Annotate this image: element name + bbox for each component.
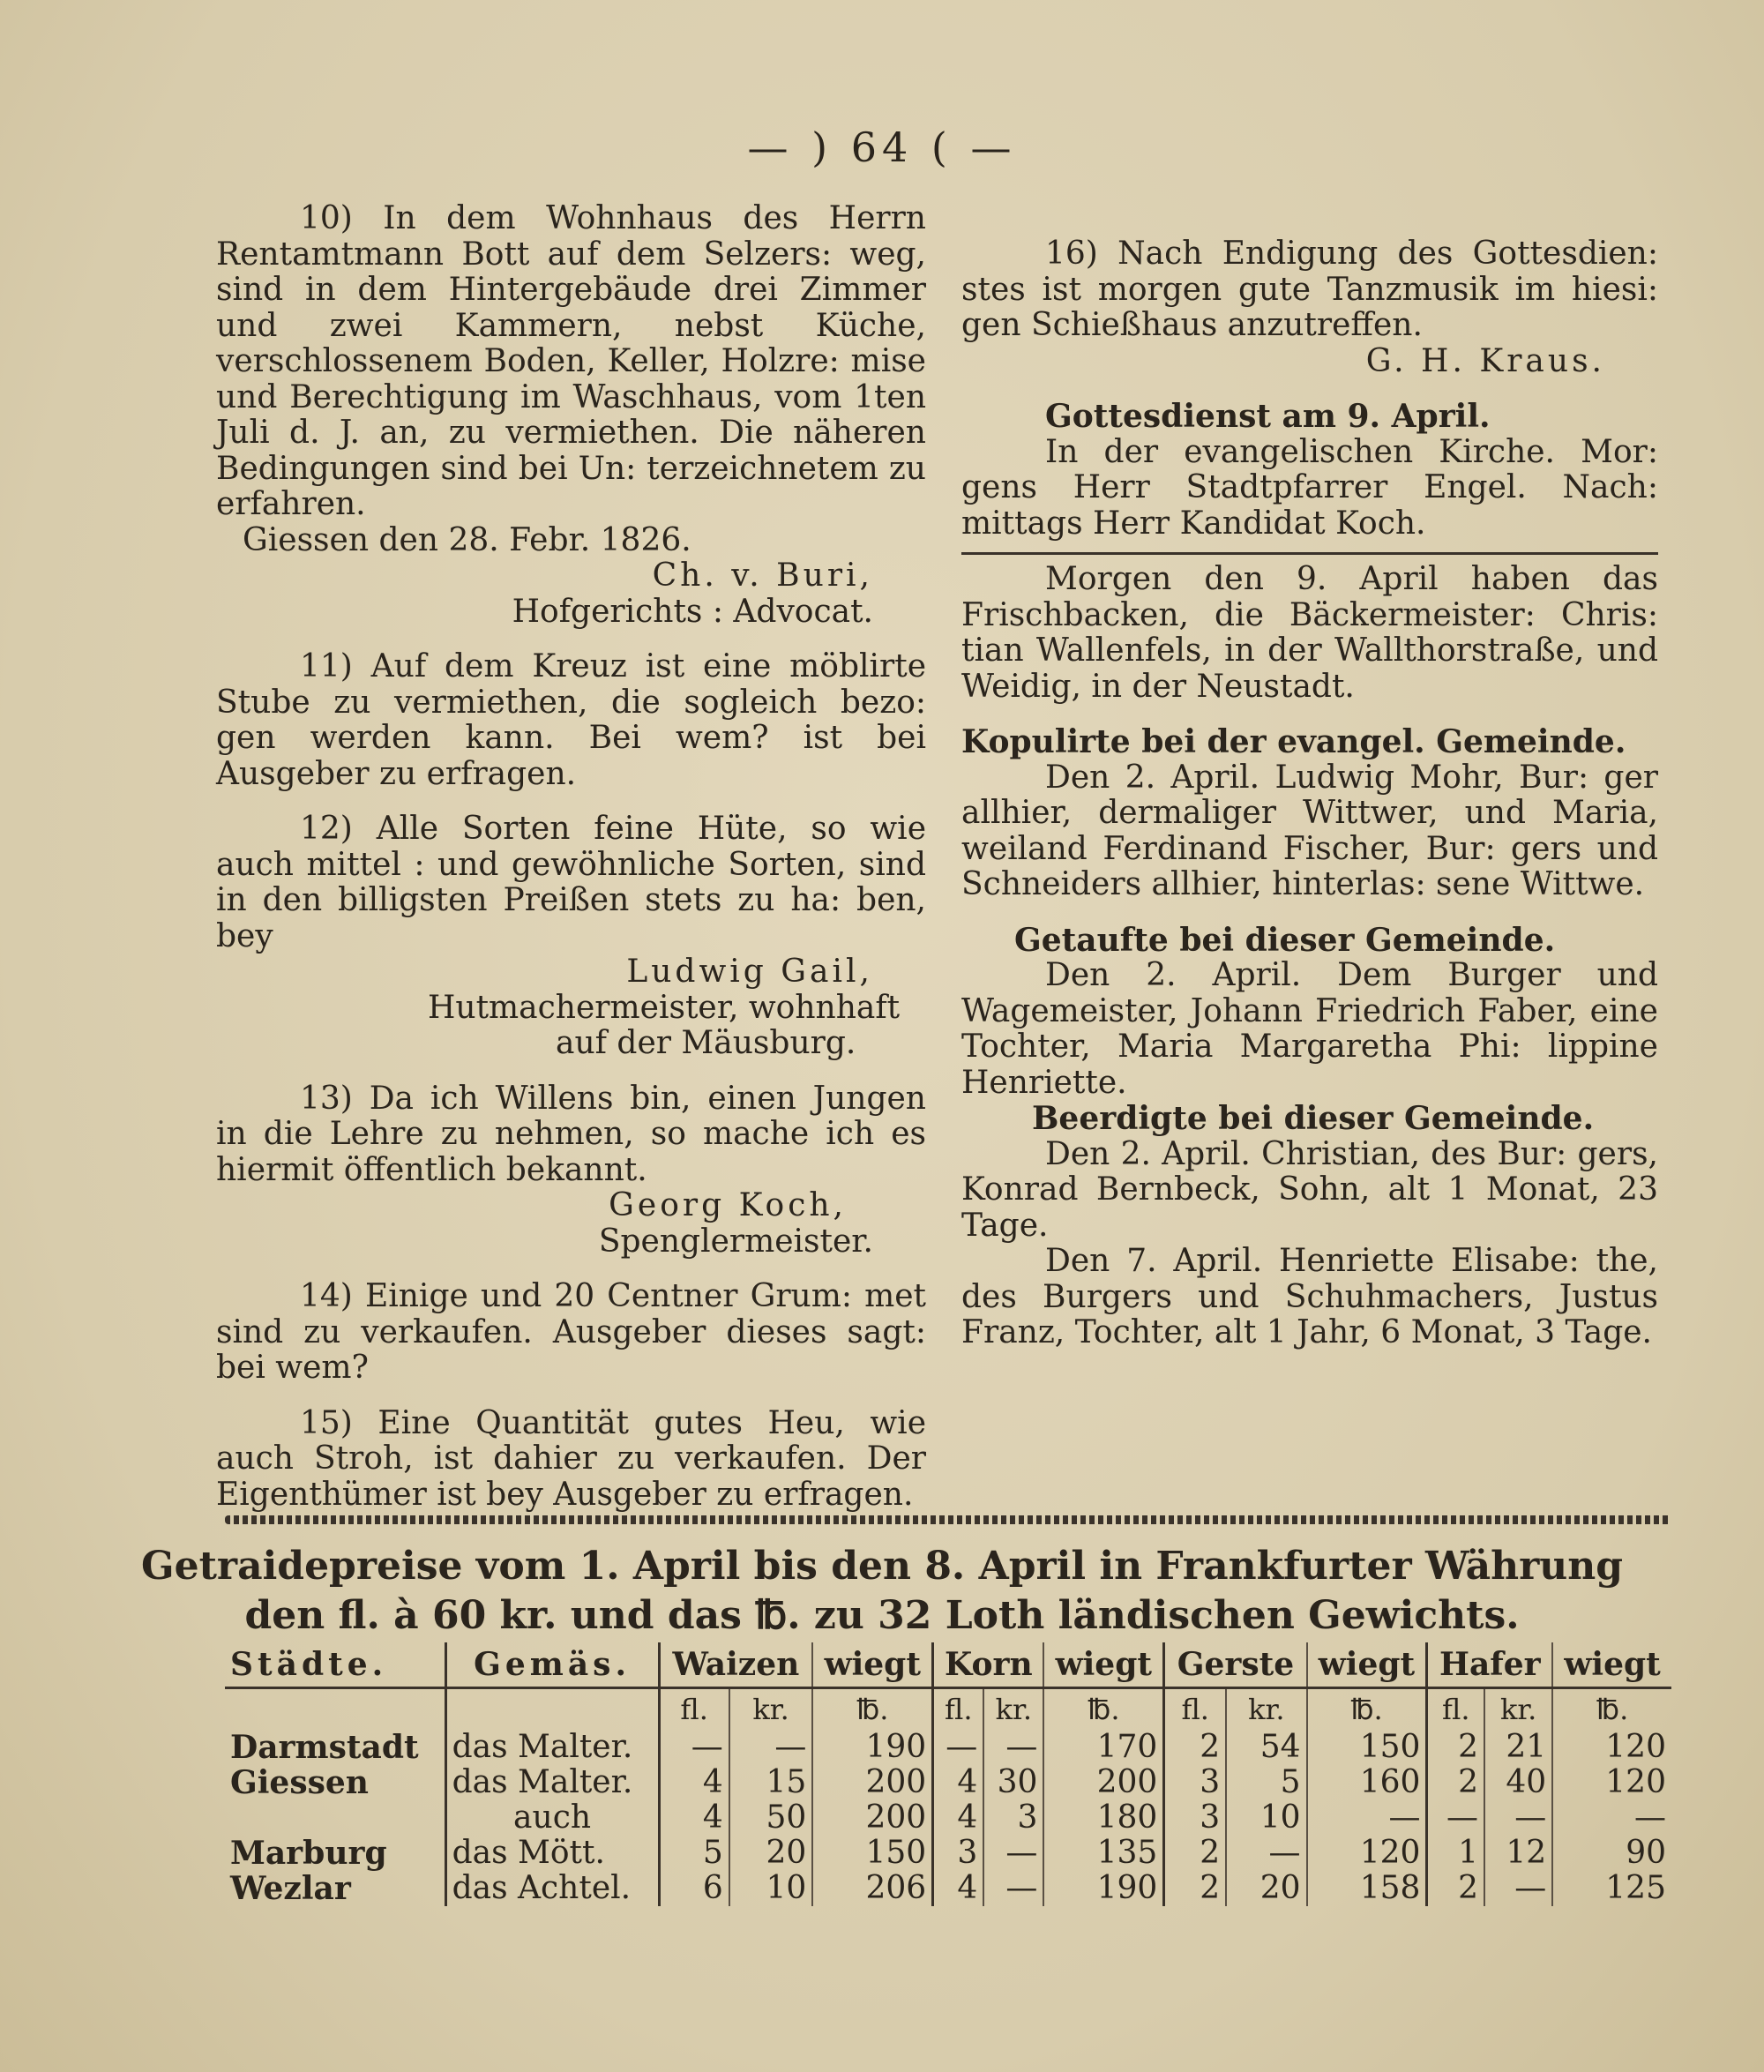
cell-city: Darmstadt	[230, 1729, 419, 1766]
cell-h-lb: 120	[1552, 1730, 1671, 1765]
cell-h-lb: 90	[1552, 1836, 1671, 1871]
ad-10-place-date: Giessen den 28. Febr. 1826.	[243, 521, 691, 558]
ad-12-text: 12) Alle Sorten feine Hüte, so wie auch mittel : und gewöhnliche Sorten, sind in den billigsten Preißen stets zu ha: ben, bey	[216, 811, 926, 954]
ad-11-text: 11) Auf dem Kreuz ist eine möblirte Stube zu vermiethen, die sogleich bezo: gen werden kann. Bei wem? ist bei Ausgeber zu erfragen.	[216, 648, 926, 792]
cell-h-lb: 120	[1552, 1765, 1671, 1800]
price-table-body	[225, 1730, 1671, 1906]
cell-g-lb: 158	[1307, 1871, 1427, 1906]
cell-k-lb: 200	[1043, 1765, 1163, 1800]
unit-fl: fl.	[659, 1688, 729, 1731]
unit-kr: kr.	[729, 1688, 813, 1731]
cell-h-fl: 2	[1427, 1871, 1484, 1906]
page-number: — ) 64 ( —	[747, 123, 1017, 171]
price-title-line-2: den fl. à 60 kr. und das ℔. zu 32 Loth ländischen Gewichts.	[244, 1593, 1520, 1638]
ad-13-signature-name: Georg Koch,	[609, 1187, 847, 1223]
service-heading: Gottesdienst am 9. April.	[1045, 398, 1491, 435]
header-corn: Korn	[933, 1642, 1044, 1688]
wavy-divider	[225, 1515, 1671, 1524]
cell-k-kr: 30	[983, 1765, 1043, 1800]
ad-16-text: 16) Nach Endigung des Gottesdien: stes ist morgen gute Tanzmusik im hiesi: gen Schießhaus anzutreffen.	[961, 236, 1658, 343]
bakers-text: Morgen den 9. April haben das Frischbacken, die Bäckermeister: Chris: tian Wallenfels, in der Wallthorstraße, und Weidig, in der Neustadt.	[961, 561, 1658, 705]
header-wheat-weight: wiegt	[812, 1642, 932, 1688]
ad-13-signature-title: Spenglermeister.	[598, 1223, 873, 1260]
cell-h-kr: —	[1484, 1800, 1552, 1836]
cell-g-kr: 20	[1226, 1871, 1306, 1906]
cell-w-lb: 200	[812, 1765, 932, 1800]
cell-h-fl: 2	[1427, 1765, 1484, 1800]
grain-price-table	[225, 1642, 1671, 1906]
cell-w-kr: —	[729, 1730, 813, 1765]
header-barley-weight: wiegt	[1307, 1642, 1427, 1688]
cell-w-kr: 15	[729, 1765, 813, 1800]
cell-h-fl: 1	[1427, 1836, 1484, 1871]
baptized-text: Den 2. April. Dem Burger und Wagemeister, Johann Friedrich Faber, eine Tochter, Maria Margaretha Phi: lippine Henriette.	[961, 957, 1658, 1101]
cell-g-lb: 160	[1307, 1765, 1427, 1800]
ad-14-text: 14) Einige und 20 Centner Grum: met sind zu verkaufen. Ausgeber dieses sagt: bei wem?	[216, 1278, 926, 1386]
header-barley: Gerste	[1164, 1642, 1307, 1688]
table-row	[225, 1871, 1671, 1906]
cell-g-lb: —	[1307, 1800, 1427, 1836]
table-row	[225, 1730, 1671, 1765]
cell-k-fl: 4	[933, 1800, 984, 1836]
married-text: Den 2. April. Ludwig Mohr, Bur: ger allhier, dermaliger Wittwer, und Maria, weiland Ferdinand Fischer, Bur: gers und Schneiders allhier, hinterlas: sene Wittwe.	[961, 759, 1658, 902]
buried-heading: Beerdigte bei dieser Gemeinde.	[1032, 1100, 1595, 1137]
cell-measure: das Malter.	[445, 1765, 659, 1800]
cell-measure: das Malter.	[445, 1730, 659, 1765]
unit-fl: fl.	[1164, 1688, 1226, 1731]
ad-12-signature-name: Ludwig Gail,	[626, 954, 873, 990]
header-oats: Hafer	[1427, 1642, 1552, 1688]
unit-lb: ℔.	[1552, 1688, 1671, 1731]
cell-h-fl: 2	[1427, 1730, 1484, 1765]
cell-w-fl: —	[659, 1730, 729, 1765]
unit-kr: kr.	[983, 1688, 1043, 1731]
cell-k-lb: 180	[1043, 1800, 1163, 1836]
ad-10-signature-name: Ch. v. Buri,	[652, 557, 873, 594]
unit-fl: fl.	[1427, 1688, 1484, 1731]
cell-w-lb: 150	[812, 1836, 932, 1871]
cell-w-lb: 206	[812, 1871, 932, 1906]
cell-w-lb: 200	[812, 1800, 932, 1836]
cell-k-fl: 4	[933, 1871, 984, 1906]
cell-w-lb: 190	[812, 1730, 932, 1765]
cell-city: Marburg	[230, 1835, 387, 1872]
cell-k-kr: —	[983, 1836, 1043, 1871]
cell-g-fl: 2	[1164, 1730, 1226, 1765]
cell-h-kr: 12	[1484, 1836, 1552, 1871]
cell-g-kr: 54	[1226, 1730, 1306, 1765]
cell-w-fl: 6	[659, 1871, 729, 1906]
cell-h-lb: —	[1552, 1800, 1671, 1836]
price-table-title	[0, 1542, 1764, 1641]
cell-g-fl: 3	[1164, 1765, 1226, 1800]
cell-g-lb: 120	[1307, 1836, 1427, 1871]
header-cities: Städte.	[225, 1642, 445, 1688]
ad-12-signature-title: Hutmachermeister, wohnhaft	[428, 989, 901, 1026]
cell-k-lb: 190	[1043, 1871, 1163, 1906]
cell-g-fl: 2	[1164, 1836, 1226, 1871]
cell-w-kr: 10	[729, 1871, 813, 1906]
unit-lb: ℔.	[1043, 1688, 1163, 1731]
cell-k-kr: 3	[983, 1800, 1043, 1836]
cell-k-kr: —	[983, 1730, 1043, 1765]
left-column	[216, 201, 926, 1513]
right-column	[961, 236, 1658, 1351]
cell-k-lb: 170	[1043, 1730, 1163, 1765]
unit-kr: kr.	[1226, 1688, 1306, 1731]
cell-h-lb: 125	[1552, 1871, 1671, 1906]
cell-g-fl: 3	[1164, 1800, 1226, 1836]
unit-kr: kr.	[1484, 1688, 1552, 1731]
cell-g-kr: 5	[1226, 1765, 1306, 1800]
cell-g-kr: —	[1226, 1836, 1306, 1871]
ad-10-signature-title: Hofgerichts : Advocat.	[512, 593, 873, 630]
header-measure: Gemäs.	[445, 1642, 659, 1688]
unit-lb: ℔.	[812, 1688, 932, 1731]
cell-k-fl: —	[933, 1730, 984, 1765]
cell-city	[225, 1800, 445, 1836]
table-row	[225, 1836, 1671, 1871]
cell-k-lb: 135	[1043, 1836, 1163, 1871]
cell-w-kr: 50	[729, 1800, 813, 1836]
cell-h-kr: 40	[1484, 1765, 1552, 1800]
cell-measure: auch	[445, 1800, 659, 1836]
cell-g-lb: 150	[1307, 1730, 1427, 1765]
buried-entry-2: Den 7. April. Henriette Elisabe: the, des Burgers und Schuhmachers, Justus Franz, Tochter, alt 1 Jahr, 6 Monat, 3 Tage.	[961, 1243, 1658, 1350]
cell-g-fl: 2	[1164, 1871, 1226, 1906]
cell-k-kr: —	[983, 1871, 1043, 1906]
ad-16-signature: G. H. Kraus.	[1365, 342, 1605, 379]
baptized-heading: Getaufte bei dieser Gemeinde.	[1014, 921, 1556, 959]
cell-city: Wezlar	[230, 1870, 351, 1907]
cell-city: Giessen	[230, 1764, 369, 1801]
cell-h-kr: 21	[1484, 1730, 1552, 1765]
cell-w-fl: 4	[659, 1765, 729, 1800]
section-divider	[961, 552, 1658, 555]
cell-h-kr: —	[1484, 1871, 1552, 1906]
price-title-line-1: Getraidepreise vom 1. April bis den 8. April in Frankfurter Währung	[141, 1544, 1623, 1589]
header-wheat: Waizen	[659, 1642, 812, 1688]
ad-13-text: 13) Da ich Willens bin, einen Jungen in die Lehre zu nehmen, so mache ich es hiermit öffentlich bekannt.	[216, 1080, 926, 1188]
buried-entry-1: Den 2. April. Christian, des Bur: gers, Konrad Bernbeck, Sohn, alt 1 Monat, 23 Tage.	[961, 1135, 1658, 1244]
header-corn-weight: wiegt	[1043, 1642, 1163, 1688]
cell-k-fl: 3	[933, 1836, 984, 1871]
ad-15-text: 15) Eine Quantität gutes Heu, wie auch Stroh, ist dahier zu verkaufen. Der Eigenthümer ist bey Ausgeber zu erfragen.	[216, 1404, 926, 1513]
cell-w-fl: 5	[659, 1836, 729, 1871]
unit-fl: fl.	[933, 1688, 984, 1731]
service-text: In der evangelischen Kirche. Mor: gens Herr Stadtpfarrer Engel. Nach: mittags Herr Kandidat Koch.	[961, 433, 1658, 542]
cell-measure: das Achtel.	[445, 1871, 659, 1906]
cell-measure: das Mött.	[445, 1836, 659, 1871]
header-oats-weight: wiegt	[1552, 1642, 1671, 1688]
cell-w-kr: 20	[729, 1836, 813, 1871]
table-row	[225, 1765, 1671, 1800]
cell-g-kr: 10	[1226, 1800, 1306, 1836]
ad-10-text: 10) In dem Wohnhaus des Herrn Rentamtmann Bott auf dem Selzers: weg, sind in dem Hintergebäude drei Zimmer und zwei Kammern, nebst Küche, verschlossenem Boden, Keller, Holzre: mise und Berechtigung im Waschhaus, vom 1ten Juli d. J. an, zu vermiethen. Die näheren Bedingungen sind bei Un: terzeichnetem zu erfahren.	[216, 200, 926, 522]
married-heading: Kopulirte bei der evangel. Gemeinde.	[961, 723, 1626, 760]
cell-k-fl: 4	[933, 1765, 984, 1800]
ad-12-signature-place: auf der Mäusburg.	[556, 1025, 856, 1061]
cell-w-fl: 4	[659, 1800, 729, 1836]
cell-h-fl: —	[1427, 1800, 1484, 1836]
table-row	[225, 1800, 1671, 1836]
unit-lb: ℔.	[1307, 1688, 1427, 1731]
